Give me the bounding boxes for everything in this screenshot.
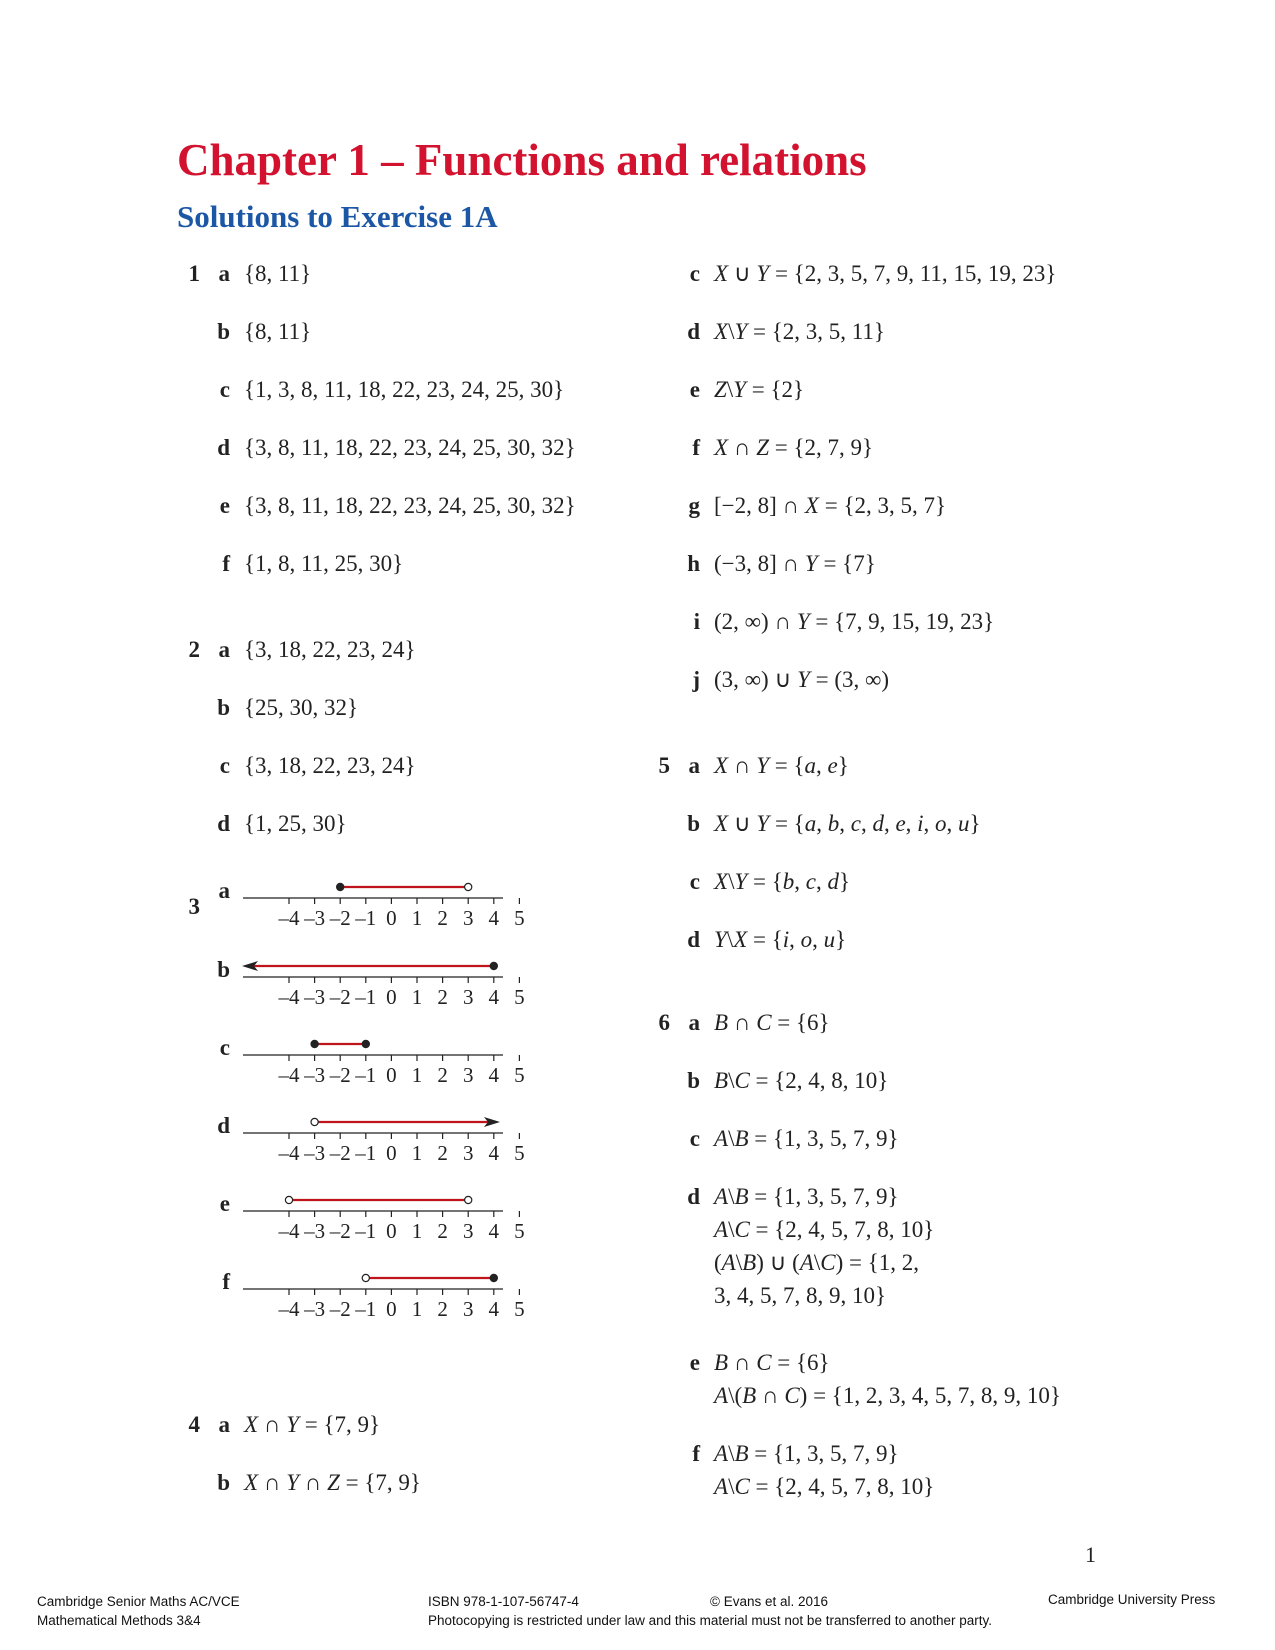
answer-text: A\C = {2, 4, 5, 7, 8, 10}	[714, 1217, 935, 1242]
tick-label: 4	[488, 906, 500, 930]
question-number: 1	[188, 261, 200, 286]
closed-endpoint	[362, 1040, 369, 1047]
answer-text: (2, ∞) ∩ Y = {7, 9, 15, 19, 23}	[714, 609, 995, 634]
answer-text: {3, 8, 11, 18, 22, 23, 24, 25, 30, 32}	[244, 493, 576, 518]
part-letter: e	[689, 377, 700, 402]
tick-label: –3	[304, 1219, 326, 1243]
part-letter: e	[219, 493, 230, 518]
part-letter: c	[689, 869, 700, 894]
tick-label: 5	[514, 1141, 525, 1165]
closed-endpoint	[490, 962, 497, 969]
part-letter: d	[687, 319, 700, 344]
tick-label: –4	[278, 1297, 300, 1321]
tick-label: 2	[437, 985, 448, 1009]
tick-label: 4	[488, 1297, 500, 1321]
footer-copyright: © Evans et al. 2016	[710, 1594, 829, 1609]
tick-label: –1	[355, 985, 377, 1009]
part-letter: f	[692, 1441, 700, 1466]
part-letter: a	[688, 1010, 700, 1035]
part-letter: e	[219, 1191, 230, 1216]
footer-publisher: Cambridge University Press	[1048, 1592, 1216, 1607]
part-letter: i	[693, 609, 700, 634]
tick-label: 5	[514, 1219, 525, 1243]
answer-text: (−3, 8] ∩ Y = {7}	[714, 551, 876, 576]
answer-text: B ∩ C = {6}	[714, 1350, 830, 1375]
answer-text: X\Y = {b, c, d}	[714, 869, 851, 894]
part-letter: c	[219, 753, 230, 778]
question-number: 6	[658, 1010, 670, 1035]
tick-label: –2	[329, 1219, 351, 1243]
answer-text: {8, 11}	[244, 319, 312, 344]
answer-text: (3, ∞) ∪ Y = (3, ∞)	[714, 667, 890, 692]
closed-endpoint	[311, 1040, 318, 1047]
answer-text: X ∩ Y = {7, 9}	[244, 1412, 381, 1437]
part-letter: d	[217, 811, 230, 836]
open-endpoint	[311, 1118, 318, 1125]
tick-label: 1	[411, 906, 423, 930]
answer-text: {1, 3, 8, 11, 18, 22, 23, 24, 25, 30}	[244, 377, 565, 402]
part-letter: d	[217, 1113, 230, 1138]
tick-label: –3	[304, 985, 326, 1009]
tick-label: 3	[462, 985, 474, 1009]
answer-text: {3, 8, 11, 18, 22, 23, 24, 25, 30, 32}	[244, 435, 576, 460]
open-endpoint	[465, 883, 472, 890]
part-letter: b	[687, 1068, 700, 1093]
tick-label: –2	[329, 1063, 351, 1087]
footer-series	[37, 1592, 240, 1630]
part-letter: b	[687, 811, 700, 836]
tick-label: 4	[488, 1063, 500, 1087]
part-letter: b	[217, 1470, 230, 1495]
number-line-b	[238, 957, 525, 1009]
tick-label: 5	[514, 985, 525, 1009]
part-letter: f	[222, 1269, 230, 1294]
closed-endpoint	[337, 883, 344, 890]
part-letter: g	[688, 493, 700, 518]
tick-label: 2	[437, 1063, 448, 1087]
open-endpoint	[285, 1196, 292, 1203]
footer-isbn: ISBN 978-1-107-56747-4	[428, 1594, 579, 1609]
answer-text: X ∪ Y = {2, 3, 5, 7, 9, 11, 15, 19, 23}	[714, 261, 1057, 286]
part-letter: c	[219, 1035, 230, 1060]
tick-label: 1	[411, 1297, 423, 1321]
closed-endpoint	[490, 1274, 497, 1281]
answer-text: 3, 4, 5, 7, 8, 9, 10}	[714, 1283, 887, 1308]
part-letter: c	[689, 261, 700, 286]
tick-label: –4	[278, 1141, 300, 1165]
answer-text: X ∪ Y = {a, b, c, d, e, i, o, u}	[714, 811, 981, 836]
answer-text: A\B = {1, 3, 5, 7, 9}	[714, 1184, 899, 1209]
part-letter: f	[222, 551, 230, 576]
part-letter: b	[217, 695, 230, 720]
part-letter: e	[689, 1350, 700, 1375]
answer-text: {1, 8, 11, 25, 30}	[244, 551, 404, 576]
tick-label: 5	[514, 1063, 525, 1087]
part-letter: h	[687, 551, 700, 576]
tick-label: –2	[329, 906, 351, 930]
number-line-d	[238, 1113, 525, 1165]
part-letter: c	[219, 377, 230, 402]
part-letter: a	[218, 261, 230, 286]
question-number: 2	[188, 637, 200, 662]
part-letter: a	[218, 637, 230, 662]
question-number: 3	[188, 894, 200, 919]
answer-text: B\C = {2, 4, 8, 10}	[714, 1068, 889, 1093]
tick-label: 0	[386, 906, 397, 930]
page-number: 1	[1085, 1542, 1096, 1567]
tick-label: 1	[411, 985, 423, 1009]
answer-text: X\Y = {2, 3, 5, 11}	[714, 319, 885, 344]
exercise-title: Solutions to Exercise 1A	[177, 199, 498, 234]
tick-label: –1	[355, 1141, 377, 1165]
answer-text: (A\B) ∪ (A\C) = {1, 2,	[714, 1250, 920, 1275]
question-number: 5	[658, 753, 670, 778]
answer-text: Z\Y = {2}	[714, 377, 805, 402]
tick-label: –1	[355, 1297, 377, 1321]
tick-label: –1	[355, 906, 377, 930]
tick-label: 0	[386, 1063, 397, 1087]
part-letter: a	[688, 753, 700, 778]
part-letter: d	[687, 1184, 700, 1209]
part-letter: f	[692, 435, 700, 460]
tick-label: 0	[386, 1297, 397, 1321]
number-line-f	[238, 1269, 525, 1321]
part-letter: b	[217, 957, 230, 982]
tick-label: –2	[329, 985, 351, 1009]
answer-text: A\(B ∩ C) = {1, 2, 3, 4, 5, 7, 8, 9, 10}	[714, 1383, 1061, 1408]
number-line-e	[238, 1191, 525, 1243]
tick-label: –1	[355, 1219, 377, 1243]
question-number: 4	[188, 1412, 200, 1437]
tick-label: –2	[329, 1141, 351, 1165]
part-letter: a	[218, 878, 230, 903]
answer-text: {8, 11}	[244, 261, 312, 286]
tick-label: 0	[386, 985, 397, 1009]
tick-label: 4	[488, 1141, 500, 1165]
chapter-title: Chapter 1 – Functions and relations	[177, 135, 867, 185]
answer-text: {25, 30, 32}	[244, 695, 359, 720]
tick-label: 2	[437, 1141, 448, 1165]
open-endpoint	[362, 1274, 369, 1281]
tick-label: 0	[386, 1141, 397, 1165]
answer-text: X ∩ Z = {2, 7, 9}	[714, 435, 874, 460]
answer-text: X ∩ Y = {a, e}	[714, 753, 849, 778]
answer-text: [−2, 8] ∩ X = {2, 3, 5, 7}	[714, 493, 947, 518]
tick-label: –4	[278, 985, 300, 1009]
answer-text: X ∩ Y ∩ Z = {7, 9}	[244, 1470, 421, 1495]
answer-text: A\B = {1, 3, 5, 7, 9}	[714, 1441, 899, 1466]
open-endpoint	[465, 1196, 472, 1203]
tick-label: –3	[304, 1063, 326, 1087]
tick-label: 2	[437, 906, 448, 930]
part-letter: d	[687, 927, 700, 952]
tick-label: 2	[437, 1297, 448, 1321]
part-letter: d	[217, 435, 230, 460]
tick-label: 0	[386, 1219, 397, 1243]
footer-series-line1: Cambridge Senior Maths AC/VCE	[37, 1594, 240, 1609]
tick-label: –2	[329, 1297, 351, 1321]
tick-label: 1	[411, 1141, 423, 1165]
tick-label: 3	[462, 1219, 474, 1243]
tick-label: 3	[462, 1297, 474, 1321]
tick-label: –1	[355, 1063, 377, 1087]
footer-notice: Photocopying is restricted under law and this material must not be transferred to another party.	[428, 1613, 993, 1628]
number-line-a	[238, 878, 525, 930]
answer-text: Y\X = {i, o, u}	[714, 927, 847, 952]
number-line-c	[238, 1035, 525, 1087]
tick-label: –3	[304, 906, 326, 930]
footer-series-line2: Mathematical Methods 3&4	[37, 1613, 201, 1628]
answer-text: {3, 18, 22, 23, 24}	[244, 637, 416, 662]
tick-label: 3	[462, 1141, 474, 1165]
tick-label: –3	[304, 1297, 326, 1321]
tick-label: –4	[278, 906, 300, 930]
tick-label: –4	[278, 1063, 300, 1087]
tick-label: 5	[514, 906, 525, 930]
part-letter: a	[218, 1412, 230, 1437]
part-letter: c	[689, 1126, 700, 1151]
answer-text: A\C = {2, 4, 5, 7, 8, 10}	[714, 1474, 935, 1499]
part-letter: b	[217, 319, 230, 344]
tick-label: 4	[488, 985, 500, 1009]
tick-label: 5	[514, 1297, 525, 1321]
tick-label: 4	[488, 1219, 500, 1243]
part-letter: j	[692, 667, 700, 692]
tick-label: 2	[437, 1219, 448, 1243]
tick-label: 3	[462, 906, 474, 930]
tick-label: 1	[411, 1219, 423, 1243]
tick-label: –4	[278, 1219, 300, 1243]
answer-text: A\B = {1, 3, 5, 7, 9}	[714, 1126, 899, 1151]
answer-text: {1, 25, 30}	[244, 811, 347, 836]
answer-text: B ∩ C = {6}	[714, 1010, 830, 1035]
tick-label: –3	[304, 1141, 326, 1165]
tick-label: 3	[462, 1063, 474, 1087]
answer-text: {3, 18, 22, 23, 24}	[244, 753, 416, 778]
tick-label: 1	[411, 1063, 423, 1087]
